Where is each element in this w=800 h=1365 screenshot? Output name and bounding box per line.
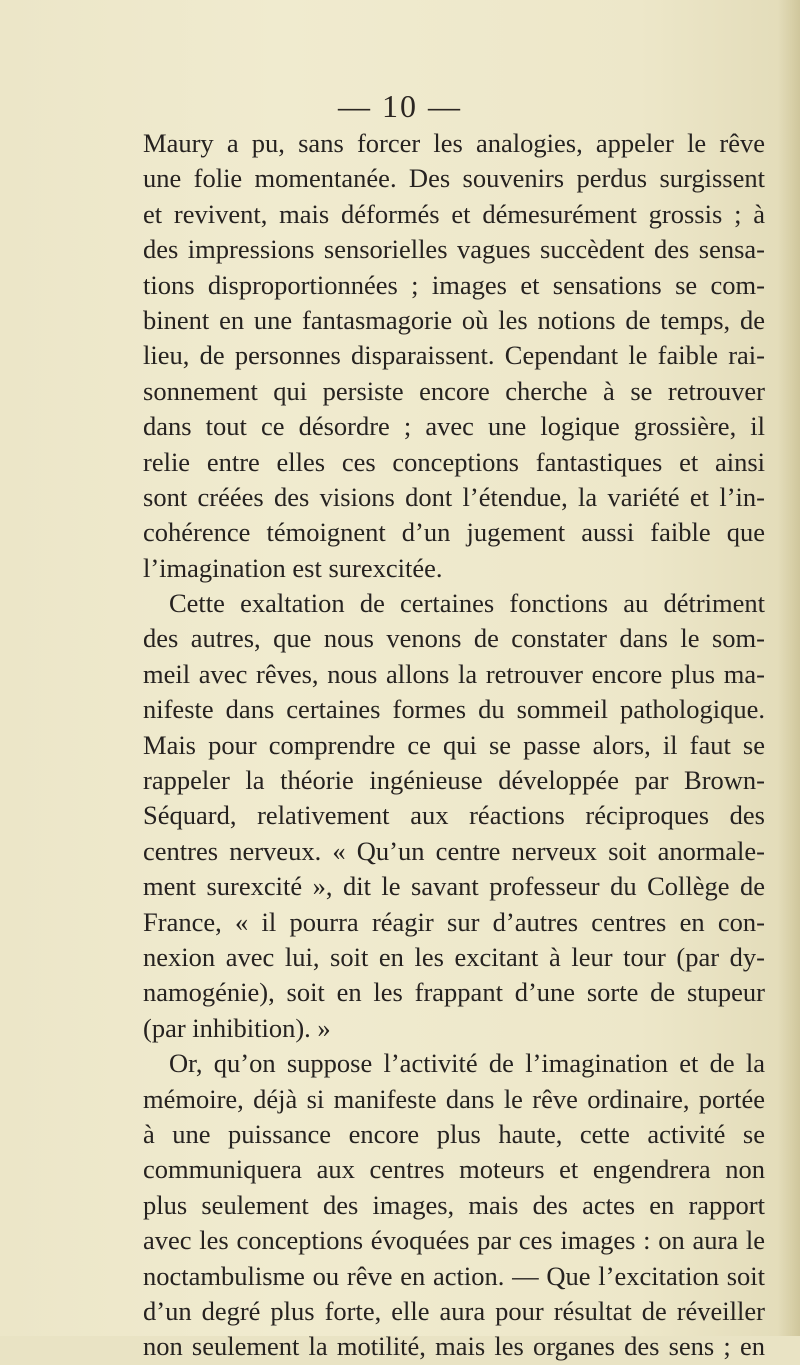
text-line: Or, qu’on suppose l’activité de l’imagination et de la [169,1048,765,1079]
text-line: des impressions sensorielles vagues succèdent des sensa- [143,234,765,265]
text-line: centres nerveux. « Qu’un centre nerveux soit anormale- [143,835,765,866]
text-line: namogénie), soit en les frappant d’une sorte de stupeur [143,977,765,1008]
text-line: cohérence témoignent d’un jugement aussi faible que [143,517,765,548]
text-line: une folie momentanée. Des souvenirs perdus surgissent [143,163,765,194]
text-line: plus seulement des images, mais des actes en rapport [143,1189,765,1220]
text-line: Mais pour comprendre ce qui se passe alors, il faut se [143,729,765,760]
text-line: mémoire, déjà si manifeste dans le rêve ordinaire, portée [143,1083,765,1114]
text-line: sont créées des visions dont l’étendue, la variété et l’in- [143,481,765,512]
text-line: des autres, que nous venons de constater dans le som- [143,623,765,654]
text-line: Maury a pu, sans forcer les analogies, appeler le rêve [143,128,765,158]
text-line: meil avec rêves, nous allons la retrouver encore plus ma- [143,658,765,689]
text-line: nexion avec lui, soit en les excitant à leur tour (par dy- [143,941,765,972]
text-line: non seulement la motilité, mais les organes des sens ; en [143,1331,765,1362]
text-line: ment surexcité », dit le savant professeur du Collège de [143,871,765,902]
text-line: relie entre elles ces conceptions fantastiques et ainsi [143,446,765,477]
text-line: Cette exaltation de certaines fonctions au détriment [169,588,765,619]
text-line: communiquera aux centres moteurs et engendrera non [143,1154,765,1185]
text-line: binent en une fantasmagorie où les notions de temps, de [143,304,765,335]
text-line: et revivent, mais déformés et démesurément grossis ; à [143,198,765,229]
text-line: d’un degré plus forte, elle aura pour résultat de réveiller [143,1295,765,1326]
text-line: rappeler la théorie ingénieuse développée par Brown- [143,765,765,796]
page-edge-shadow [778,0,800,1336]
text-line: nifeste dans certaines formes du sommeil pathologique. [143,694,765,725]
text-line: France, « il pourra réagir sur d’autres centres en con- [143,906,765,937]
text-line: avec les conceptions évoquées par ces images : on aura le [143,1225,765,1256]
text-line: lieu, de personnes disparaissent. Cependant le faible rai- [143,340,765,371]
text-line: à une puissance encore plus haute, cette activité se [143,1118,765,1149]
text-line: Séquard, relativement aux réactions réciproques des [143,800,765,831]
text-line: tions disproportionnées ; images et sensations se com- [143,269,765,300]
text-line: l’imagination est surexcitée. [143,552,443,583]
page-number: — 10 — [338,88,462,124]
text-line: sonnement qui persiste encore cherche à se retrouver [143,375,765,406]
text-line: noctambulisme ou rêve en action. — Que l’excitation soit [143,1260,765,1291]
text-line: (par inhibition). » [143,1012,331,1043]
text-line: dans tout ce désordre ; avec une logique grossière, il [143,411,765,442]
body-text [143,126,765,1365]
